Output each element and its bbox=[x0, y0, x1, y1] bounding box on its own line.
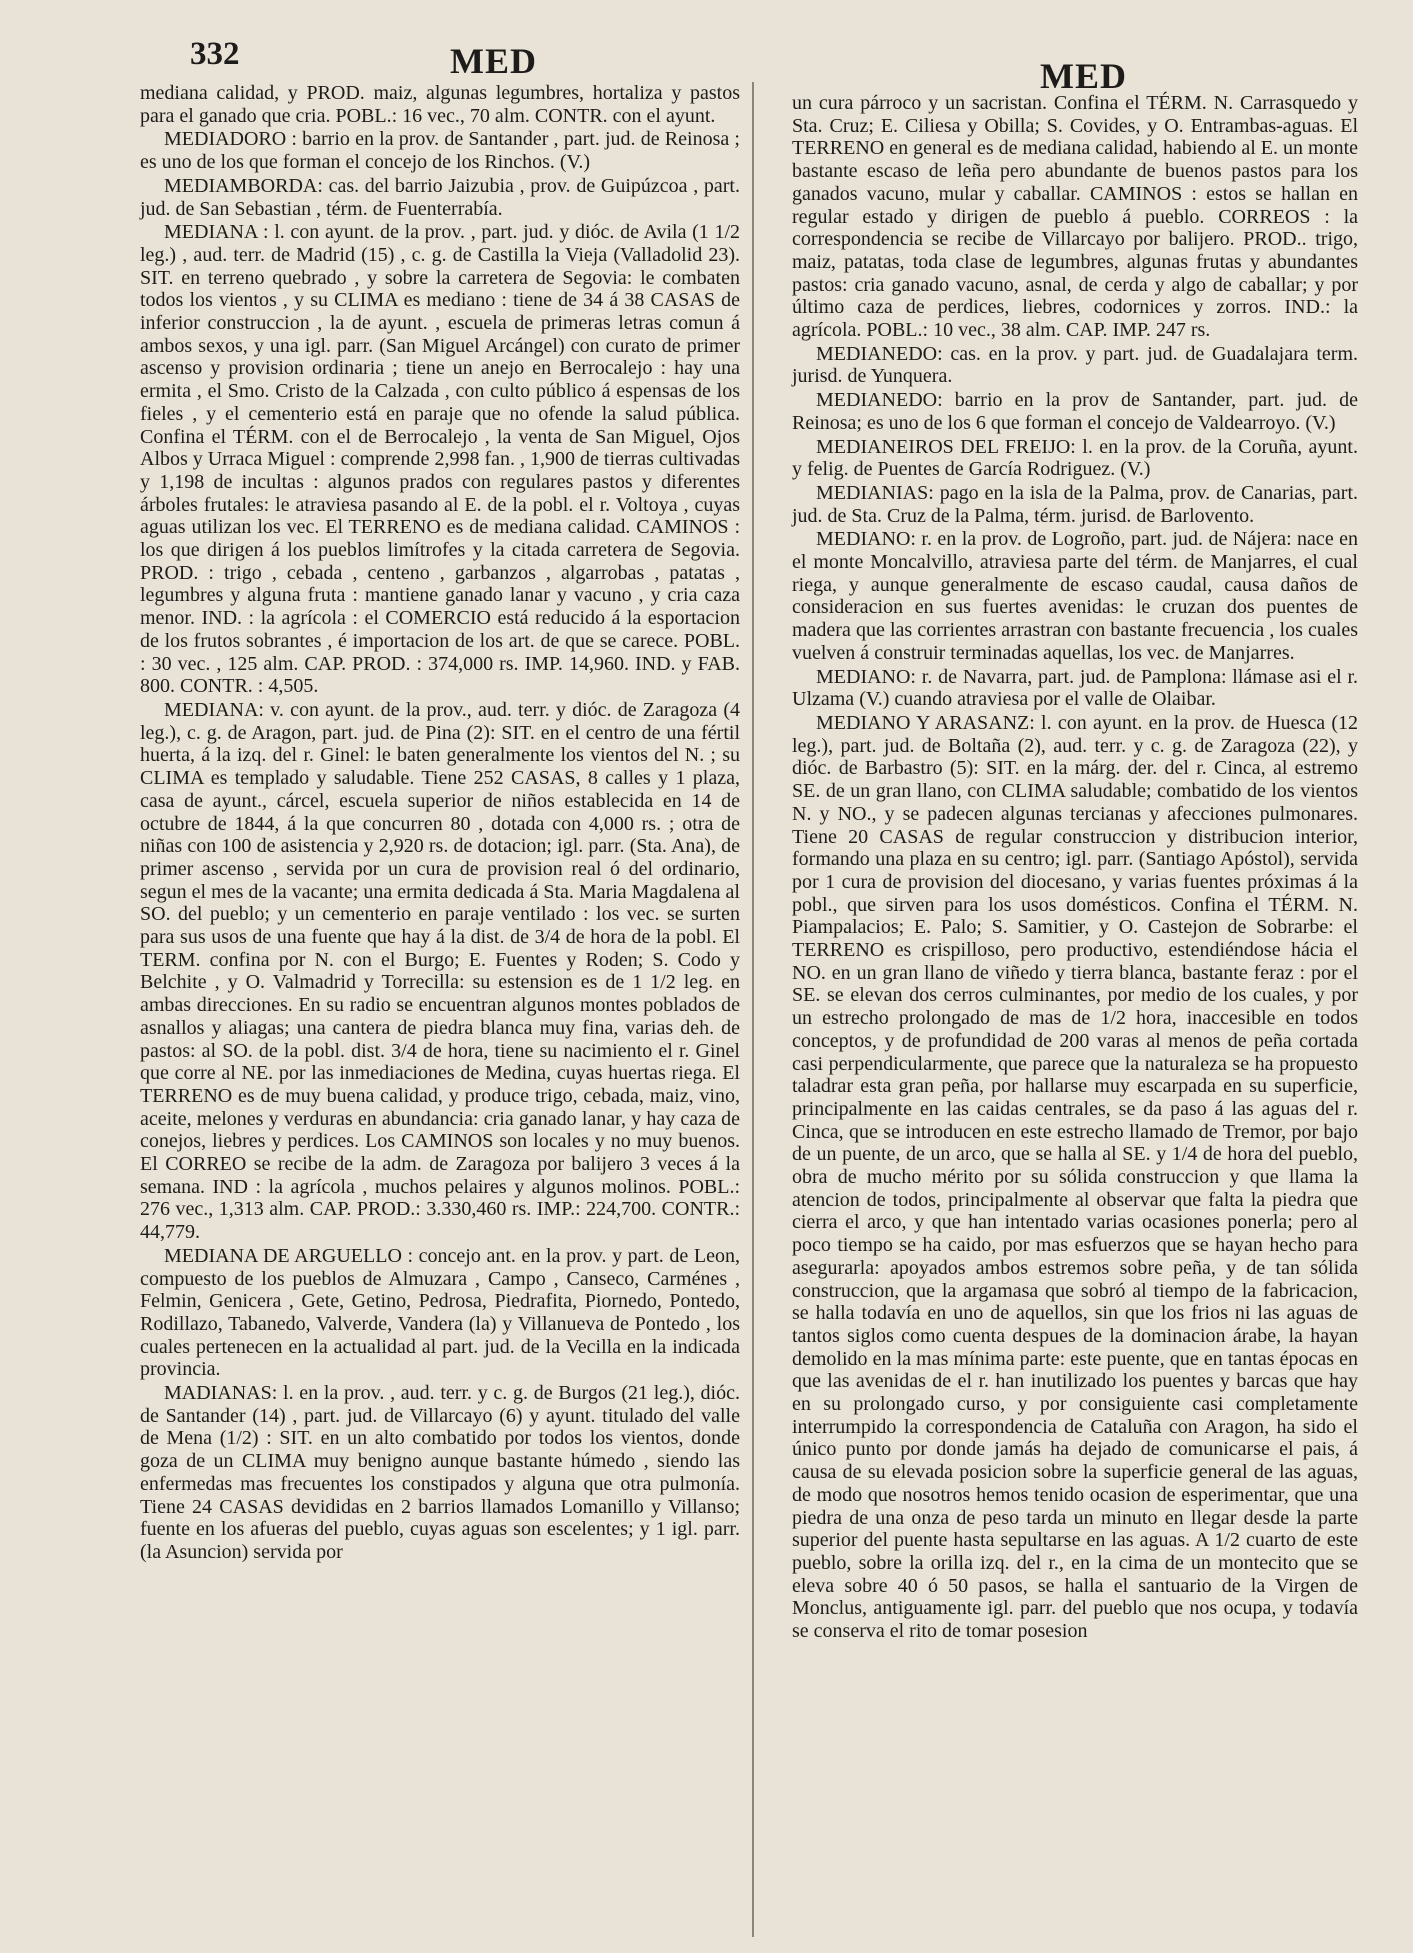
entry-medianedo-cas: MEDIANEDO: cas. en la prov. y part. jud. de Guadalajara term. jurisd. de Yunquera. bbox=[792, 342, 1358, 388]
entry-medianedo-barrio: MEDIANEDO: barrio en la prov de Santander, part. jud. de Reinosa; es uno de los 6 que forman el concejo de Valdearroyo. (V.) bbox=[792, 389, 1358, 434]
entry-mediana-avila: MEDIANA : l. con ayunt. de la prov. , part. jud. y dióc. de Avila (1 1/2 leg.) , aud. terr. de Madrid (15) , c. g. de Castilla la Vieja (Valladolid 23). SIT. en terreno quebrado , y sobre la carretera de Segovia: le combaten todos los vientos , y su CLIMA es mediano : tiene de 34 á 38 CASAS de inferior construccion , la de ayunt. , escuela de primeras letras comun á ambos sexos, y una igl. parr. (San Miguel Arcángel) con curato de primer ascenso y provision ordinaria ; tiene un anejo en Berrocalejo : hay una ermita , el Smo. Cristo de la Calzada , con culto público á espensas de los fieles , y el cementerio está en paraje que no ofende la salud pública. Confina el TÉRM. con el de Berrocalejo , la venta de San Miguel, Ojos Albos y Urraca Miguel : comprende 2,998 fan. , 1,900 de tierras cultivadas y 1,198 de incultas : algunos prados con regulares pastos y diferentes árboles frutales: le atraviesa pasando al E. de la pobl. el r. Voltoya , cuyas aguas utilizan los vec. El TERRENO es de mediana calidad. CAMINOS : los que dirigen á los pueblos limítrofes y la citada carretera de Segovia. PROD. : trigo , cebada , centeno , garbanzos , algarrobas , patatas , legumbres y alguna fruta : mantiene ganado lanar y vacuno , y cria caza menor. IND. : la agrícola : el COMERCIO está reducido á la esportacion de los frutos sobrantes , é importacion de los art. de que se carece. POBL. : 30 vec. , 125 alm. CAP. PROD. : 374,000 rs. IMP. 14,960. IND. y FAB. 800. CONTR. : 4,505. bbox=[140, 221, 740, 698]
entry-continuation: mediana calidad, y PROD. maiz, algunas legumbres, hortaliza y pastos para el ganado que cria. POBL.: 16 vec., 70 alm. CONTR. con el ayunt. bbox=[140, 82, 740, 127]
running-header-left: MED bbox=[450, 41, 537, 81]
page-number: 332 bbox=[190, 36, 240, 72]
entry-medianeiros-del-freijo: MEDIANEIROS DEL FREIJO: l. en la prov. de la Coruña, ayunt. y felig. de Puentes de García Rodriguez. (V.) bbox=[792, 435, 1358, 481]
entry-mediano-y-arasanz: MEDIANO Y ARASANZ: l. con ayunt. en la prov. de Huesca (12 leg.), part. jud. de Boltaña (2), aud. terr. y c. g. de Zaragoza (22), y dióc. de Barbastro (5): SIT. en la márg. der. del r. Cinca, al estremo SE. de un gran llano, con CLIMA saludable; combatido de los vientos N. y NO., y se padecen algunas tercianas y afecciones pulmonares. Tiene 20 CASAS de regular construccion y distribucion interior, formando una plaza en su centro; igl. parr. (Santiago Apóstol), servida por 1 cura de provision del diocesano, y varias fuentes próximas á la pobl., que sirven para los usos domésticos. Confina el TÉRM. N. Piampalacios; E. Palo; S. Samitier, y O. Castejon de Sobrarbe: el TERRENO es crispilloso, pero productivo, estendiéndose hácia el NO. en un gran llano de viñedo y tierra blanca, bastante feraz : por el SE. se elevan dos cerros culminantes, por medio de los cuales, y por un estrecho prolongado de mas de 1/2 hora, inaccesible en todos conceptos, y de profundidad de 200 varas al menos de peña cortada casi perpendicularmente, que parece que la naturaleza se ha propuesto taladrar esta gran peña, por hallarse muy escarpada en su superficie, principalmente en las caidas centrales, se da paso á las aguas del r. Cinca, que se introducen en este estrecho llamado de Tremor, por bajo de un puente, de un arco, que se halla al SE. y 1/4 de hora del pueblo, obra de mucho mérito por su sólida construccion y que llama la atencion de todos, principalmente al observar que falta la piedra que cierra el arco, y que han intentado varias ocasiones ponerla; pero al poco tiempo se ha caido, por mas esfuerzos que se hayan hecho para asegurarla: apoyados ambos estremos sobre peña, y de tan sólida construccion, que la argamasa que sobró al tiempo de la fabricacion, se halla todavía en uno de aquellos, sin que los frios ni las aguas de tantos siglos como cuenta despues de la dominacion árabe, la hayan demolido en la mas mínima parte: este puente, que en tantas épocas en que las avenidas de el r. han inutilizado los puentes y barcas que hay en su prolongado curso, y por consiguiente casi completamente interrumpido la correspondencia de Cataluña con Aragon, ha sido el único punto por donde jamás ha dejado de comunicarse el pais, á causa de su elevada posicion sobre la superficie general de las aguas, de modo que nosotros hemos tenido ocasion de esperimentar, que una piedra de una onza de peso tarda un minuto en llegar desde la parte superior del puente hasta sepultarse en las aguas. A 1/2 cuarto de este pueblo, sobre la orilla izq. del r., en la cima de un montecito que se eleva sobre 40 ó 50 pasos, se halla el santuario de la Virgen de Monclus, antiguamente igl. parr. del pueblo que nos ocupa, y todavía se conserva el rito de tomar posesion bbox=[792, 711, 1358, 1643]
left-column bbox=[140, 82, 740, 1565]
entry-mediana-de-arguello: MEDIANA DE ARGUELLO : concejo ant. en la prov. y part. de Leon, compuesto de los pueblos de Almuzara , Campo , Canseco, Carménes , Felmin, Genicera , Gete, Getino, Pedrosa, Piedrafita, Piornedo, Pontedo, Rodillazo, Tabanedo, Valverde, Vandera (la) y Villanueva de Pontedo , los cuales pertenecen en la actualidad al part. jud. de la Vecilla en la indicada provincia. bbox=[140, 1244, 740, 1381]
entry-medianias: MEDIANIAS: pago en la isla de la Palma, prov. de Canarias, part. jud. de Sta. Cruz de la Palma, térm. jurisd. de Barlovento. bbox=[792, 481, 1358, 527]
running-header-right: MED bbox=[1040, 56, 1127, 96]
entry-mediano-logrono: MEDIANO: r. en la prov. de Logroño, part. jud. de Nájera: nace en el monte Moncalvillo, atraviesa parte del térm. de Manjarres, el cual riega, y aunque generalmente de escaso caudal, causa daños de consideracion en sus fuertes avenidas: le cruzan dos puentes de madera que las corrientes arrastran con bastante frecuencia , los cuales vuelven á construir terminadas aquellas, los vec. de Manjarres. bbox=[792, 528, 1358, 664]
right-column bbox=[792, 92, 1358, 1644]
entry-mediano-navarra: MEDIANO: r. de Navarra, part. jud. de Pamplona: llámase asi el r. Ulzama (V.) cuando atraviesa por el valle de Olaibar. bbox=[792, 665, 1358, 711]
column-rule bbox=[752, 82, 754, 1937]
entry-mediana-zaragoza: MEDIANA: v. con ayunt. de la prov., aud. terr. y dióc. de Zaragoza (4 leg.), c. g. de Aragon, part. jud. de Pina (2): SIT. en el centro de una fértil huerta, á la izq. del r. Ginel: le baten generalmente los vientos del N. ; su CLIMA es templado y saludable. Tiene 252 CASAS, 8 calles y 1 plaza, casa de ayunt., cárcel, escuela superior de niños establecida en 14 de octubre de 1844, á la que concurren 80 , dotada con 4,000 rs. ; otra de niñas con 100 de asistencia y 2,920 rs. de dotacion; igl. parr. (Sta. Ana), de primer ascenso , servida por un cura de provision real ó del ordinario, segun el mes de la vacante; una ermita dedicada á Sta. Maria Magdalena al SO. del pueblo; y un cementerio en paraje ventilado : los vec. se surten para sus usos de una fuente que hay á la dist. de 3/4 de hora de la pobl. El TERM. confina por N. con el Burgo; E. Fuentes y Roden; S. Codo y Belchite , y O. Valmadrid y Torrecilla: su estension es de 1 1/2 leg. en ambas direcciones. En su radio se encuentran algunos montes poblados de asnallos y aliagas; una cantera de piedra blanca muy fina, varias deh. de pastos: al SO. de la pobl. dist. 3/4 de hora, tiene su nacimiento el r. Ginel que corre al NE. por las inmediaciones de Medina, cuyas huertas riega. El TERRENO es de muy buena calidad, y produce trigo, cebada, maiz, vino, aceite, melones y verduras en abundancia: cria ganado lanar, y hay caza de conejos, liebres y perdices. Los CAMINOS son locales y no muy buenos. El CORREO se recibe de la adm. de Zaragoza por balijero 3 veces á la semana. IND : la agrícola , muchos pelaires y algunos molinos. POBL.: 276 vec., 1,313 alm. CAP. PROD.: 3.330,460 rs. IMP.: 224,700. CONTR.: 44,779. bbox=[140, 698, 740, 1244]
entry-madianas: MADIANAS: l. en la prov. , aud. terr. y c. g. de Burgos (21 leg.), dióc. de Santander (14) , part. jud. de Villarcayo (6) y ayunt. titulado del valle de Mena (1/2) : SIT. en un alto combatido por todos los vientos, donde goza de un CLIMA muy benigno aunque bastante húmedo , siendo las enfermedas mas frecuentes los constipados y alguna que otra pulmonía. Tiene 24 CASAS devididas en 2 barrios llamados Lomanillo y Villanso; fuente en los afueras del pueblo, cuyas aguas son escelentes; y 1 igl. parr. (la Asuncion) servida por bbox=[140, 1382, 740, 1563]
entry-mediamborda: MEDIAMBORDA: cas. del barrio Jaizubia , prov. de Guipúzcoa , part. jud. de San Sebastian , térm. de Fuenterrabía. bbox=[140, 174, 740, 220]
entry-continuation: un cura párroco y un sacristan. Confina el TÉRM. N. Carrasquedo y Sta. Cruz; E. Ciliesa y Obilla; S. Covides, y O. Entrambas-aguas. El TERRENO en general es de mediana calidad, habiendo al E. un monte bastante escaso de leña pero abundante de buenos pastos para los ganados vacuno, mular y caballar. CAMINOS : estos se hallan en regular estado y dirigen de pueblo á pueblo. CORREOS : la correspondencia se recibe de Villarcayo por balijero. PROD.. trigo, maiz, patatas, toda clase de legumbres, algunas frutas y abundantes pastos: cria ganado vacuno, asnal, de cerda y algo de caballar; y por último caza de perdices, liebres, codornices y zorros. IND.: la agrícola. POBL.: 10 vec., 38 alm. CAP. IMP. 247 rs. bbox=[792, 92, 1358, 342]
entry-mediadoro: MEDIADORO : barrio en la prov. de Santander , part. jud. de Reinosa ; es uno de los que forman el concejo de los Rinchos. (V.) bbox=[140, 128, 740, 174]
